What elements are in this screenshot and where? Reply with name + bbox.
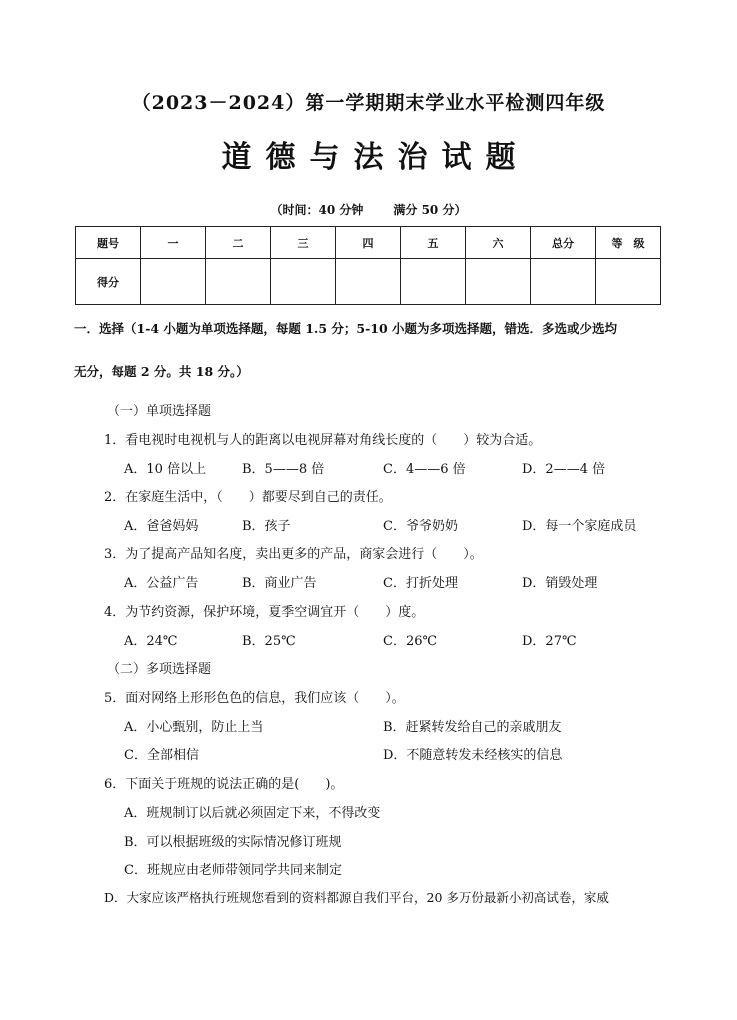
exam-header-line: （2023－2024）第一学期期末学业水平检测四年级 <box>131 92 606 114</box>
score-header-cell: 六 <box>466 227 531 259</box>
q4-option-c: C．26℃ <box>383 634 438 649</box>
q4-option-b: B．25℃ <box>242 634 296 649</box>
q6-option-d: D．大家应该严格执行班规您看到的资料都源自我们平台，20 多万份最新小初高试卷，家威 <box>104 890 609 905</box>
exam-title: 道德与法治试题 <box>221 140 530 175</box>
q6-option-b: B．可以根据班级的实际情况修订班规 <box>124 835 342 850</box>
q1-option-b: B．5——8 倍 <box>242 462 325 477</box>
q2-option-a: A．爸爸妈妈 <box>124 519 199 534</box>
score-header-cell: 题号 <box>76 227 141 259</box>
time-note <box>0 201 737 218</box>
q6-option-c: C．班规应由老师带领同学共同来制定 <box>124 863 342 878</box>
section-instruction-line1: 一．选择（1-4 小题为单项选择题，每题 1.5 分；5-10 小题为多项选择题，错选．多选或少选均 <box>74 321 618 336</box>
question-6: 6．下面关于班规的说法正确的是( )。 <box>104 777 344 792</box>
score-header-cell: 总分 <box>531 227 596 259</box>
score-header-cell: 一 <box>141 227 206 259</box>
score-cell <box>466 259 531 305</box>
score-header-cell: 二 <box>206 227 271 259</box>
q3-option-a: A．公益广告 <box>124 576 199 591</box>
score-header-cell: 三 <box>271 227 336 259</box>
score-header-cell: 五 <box>401 227 466 259</box>
q5-option-a: A．小心甄别，防止上当 <box>124 720 264 735</box>
question-2: 2．在家庭生活中，（ ）都要尽到自己的责任。 <box>104 490 392 505</box>
section-instruction-line2: 无分，每题 2 分。共 18 分。） <box>74 364 249 379</box>
score-table-score-row <box>76 259 661 305</box>
q2-option-c: C．爷爷奶奶 <box>383 519 458 534</box>
question-4: 4．为节约资源，保护环境，夏季空调宜开（ ）度。 <box>104 605 425 620</box>
score-cell <box>596 259 661 305</box>
q1-option-c: C．4——6 倍 <box>383 462 466 477</box>
q2-option-d: D．每一个家庭成员 <box>522 519 637 534</box>
score-cell <box>141 259 206 305</box>
score-cell <box>401 259 466 305</box>
q3-option-c: C．打折处理 <box>383 576 458 591</box>
time-label: （时间：40 分钟 <box>270 203 364 217</box>
question-3: 3．为了提高产品知名度，卖出更多的产品，商家会进行（ ）。 <box>104 547 483 562</box>
q5-option-c: C．全部相信 <box>124 748 199 763</box>
score-table <box>75 226 661 305</box>
score-cell <box>531 259 596 305</box>
score-cell <box>271 259 336 305</box>
score-cell <box>336 259 401 305</box>
question-5: 5．面对网络上形形色色的信息，我们应该（ ）。 <box>104 691 405 706</box>
score-cell <box>206 259 271 305</box>
q3-option-d: D．销毁处理 <box>522 576 598 591</box>
full-score-label: 满分 50 分） <box>393 203 467 217</box>
score-header-cell: 等 级 <box>596 227 661 259</box>
single-choice-heading: （一）单项选择题 <box>107 404 212 419</box>
q4-option-d: D．27℃ <box>522 634 577 649</box>
q1-option-d: D．2——4 倍 <box>522 462 606 477</box>
q6-option-a: A．班规制订以后就必须固定下来，不得改变 <box>124 806 381 821</box>
score-table-header-row <box>76 227 661 259</box>
multiple-choice-heading: （二）多项选择题 <box>107 662 212 677</box>
q2-option-b: B．孩子 <box>242 519 291 534</box>
q5-option-b: B．赶紧转发给自己的亲戚朋友 <box>383 720 562 735</box>
q5-option-d: D．不随意转发未经核实的信息 <box>383 748 563 763</box>
score-header-cell: 四 <box>336 227 401 259</box>
score-row-label: 得分 <box>76 259 141 305</box>
q1-option-a: A．10 倍以上 <box>124 462 207 477</box>
q4-option-a: A．24℃ <box>124 634 178 649</box>
q3-option-b: B．商业广告 <box>242 576 317 591</box>
question-1: 1．看电视时电视机与人的距离以电视屏幕对角线长度的（ ）较为合适。 <box>104 433 542 448</box>
